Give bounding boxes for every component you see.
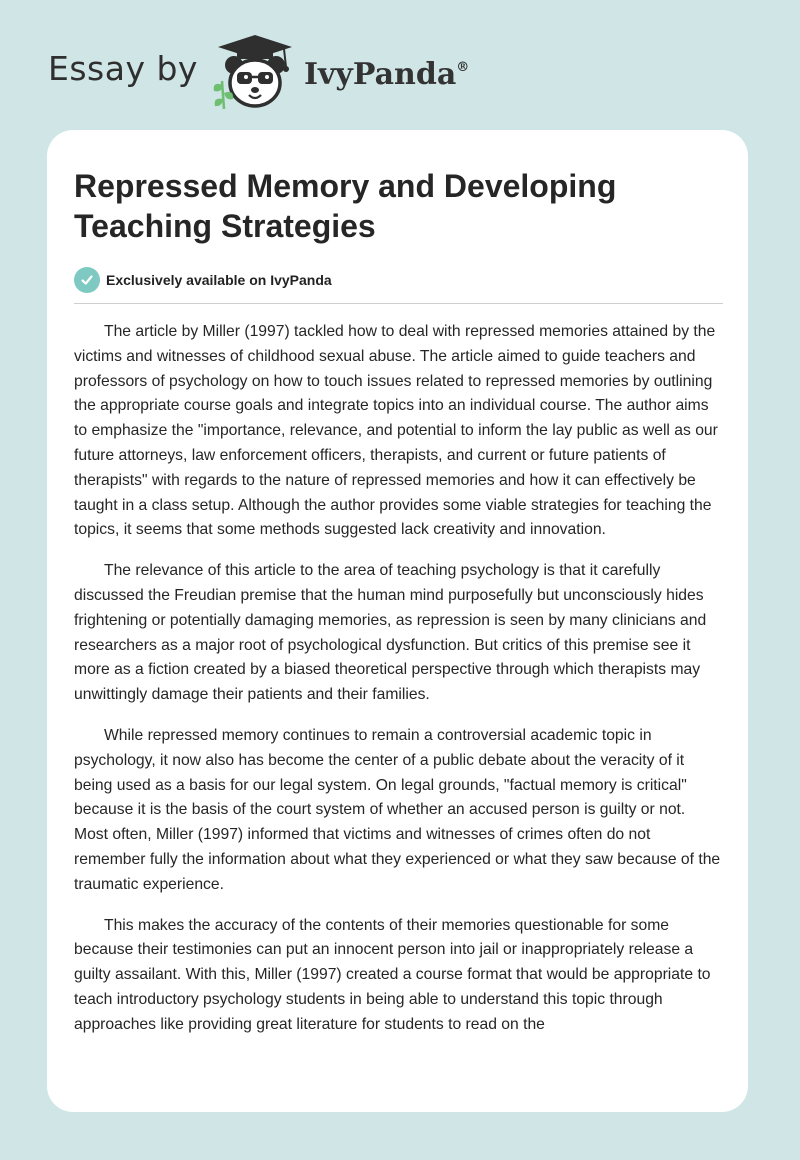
paragraph: While repressed memory continues to remain a controversial academic topic in psychology, it now also has become the center of a public debate about the veracity of it being used as a basis for our legal system. On legal grounds, "factual memory is critical" because it is the basis of the court system of whether an accused person is guilty or not. Most often, Miller (1997) informed that victims and witnesses of crimes often do not remember fully the information about what they experienced or what they saw because of the traumatic experience.: [74, 726, 721, 893]
divider: [74, 303, 723, 304]
brand-name: IvyPanda®: [303, 56, 470, 92]
panda-mascot-icon: [210, 33, 300, 111]
essay-card: [47, 130, 748, 1112]
brand-prefix: Essay by: [48, 48, 198, 88]
paragraph: The article by Miller (1997) tackled how to deal with repressed memories attained by the victims and witnesses of childhood sexual abuse. The article aimed to guide teachers and professors of psychology on how to touch issues related to repressed memories by outlining the appropriate course goals and integrate topics into an individual course. The author aims to emphasize the "importance, relevance, and potential to inform the lay public as well as our future attorneys, law enforcement officers, therapists, and current or future patients of therapists" with regards to the nature of repressed memories and how it can effectively be taught in a class setup. Although the author provides some viable strategies for teaching the topics, it seems that some methods suggested lack creativity and innovation.: [74, 323, 718, 539]
article-body: [74, 320, 722, 1038]
page-title: Repressed Memory and Developing Teaching Strategies: [74, 168, 617, 244]
paragraph: This makes the accuracy of the contents of their memories questionable for some because their testimonies can put an innocent person into jail or inappropriately release a guilty assailant. With this, Miller (1997) created a course format that would be appropriate to teach introductory psychology students in being able to understand this topic through approaches like providing great literature for students to read on the: [74, 916, 711, 1033]
brand-logo[interactable]: [48, 32, 469, 112]
exclusive-label: Exclusively available on IvyPanda: [106, 272, 332, 288]
exclusive-badge: [74, 267, 722, 293]
paragraph: The relevance of this article to the area of teaching psychology is that it carefully discussed the Freudian premise that the human mind purposefully but unconsciously hides frightening or potentially damaging memories, as repression is seen by many clinicians and researchers as a major root of psychological dysfunction. But critics of this premise see it more as a fiction created by a biased theoretical perspective through which therapists may unwittingly damage their patients and their families.: [74, 562, 707, 704]
checkmark-icon: [74, 267, 100, 293]
